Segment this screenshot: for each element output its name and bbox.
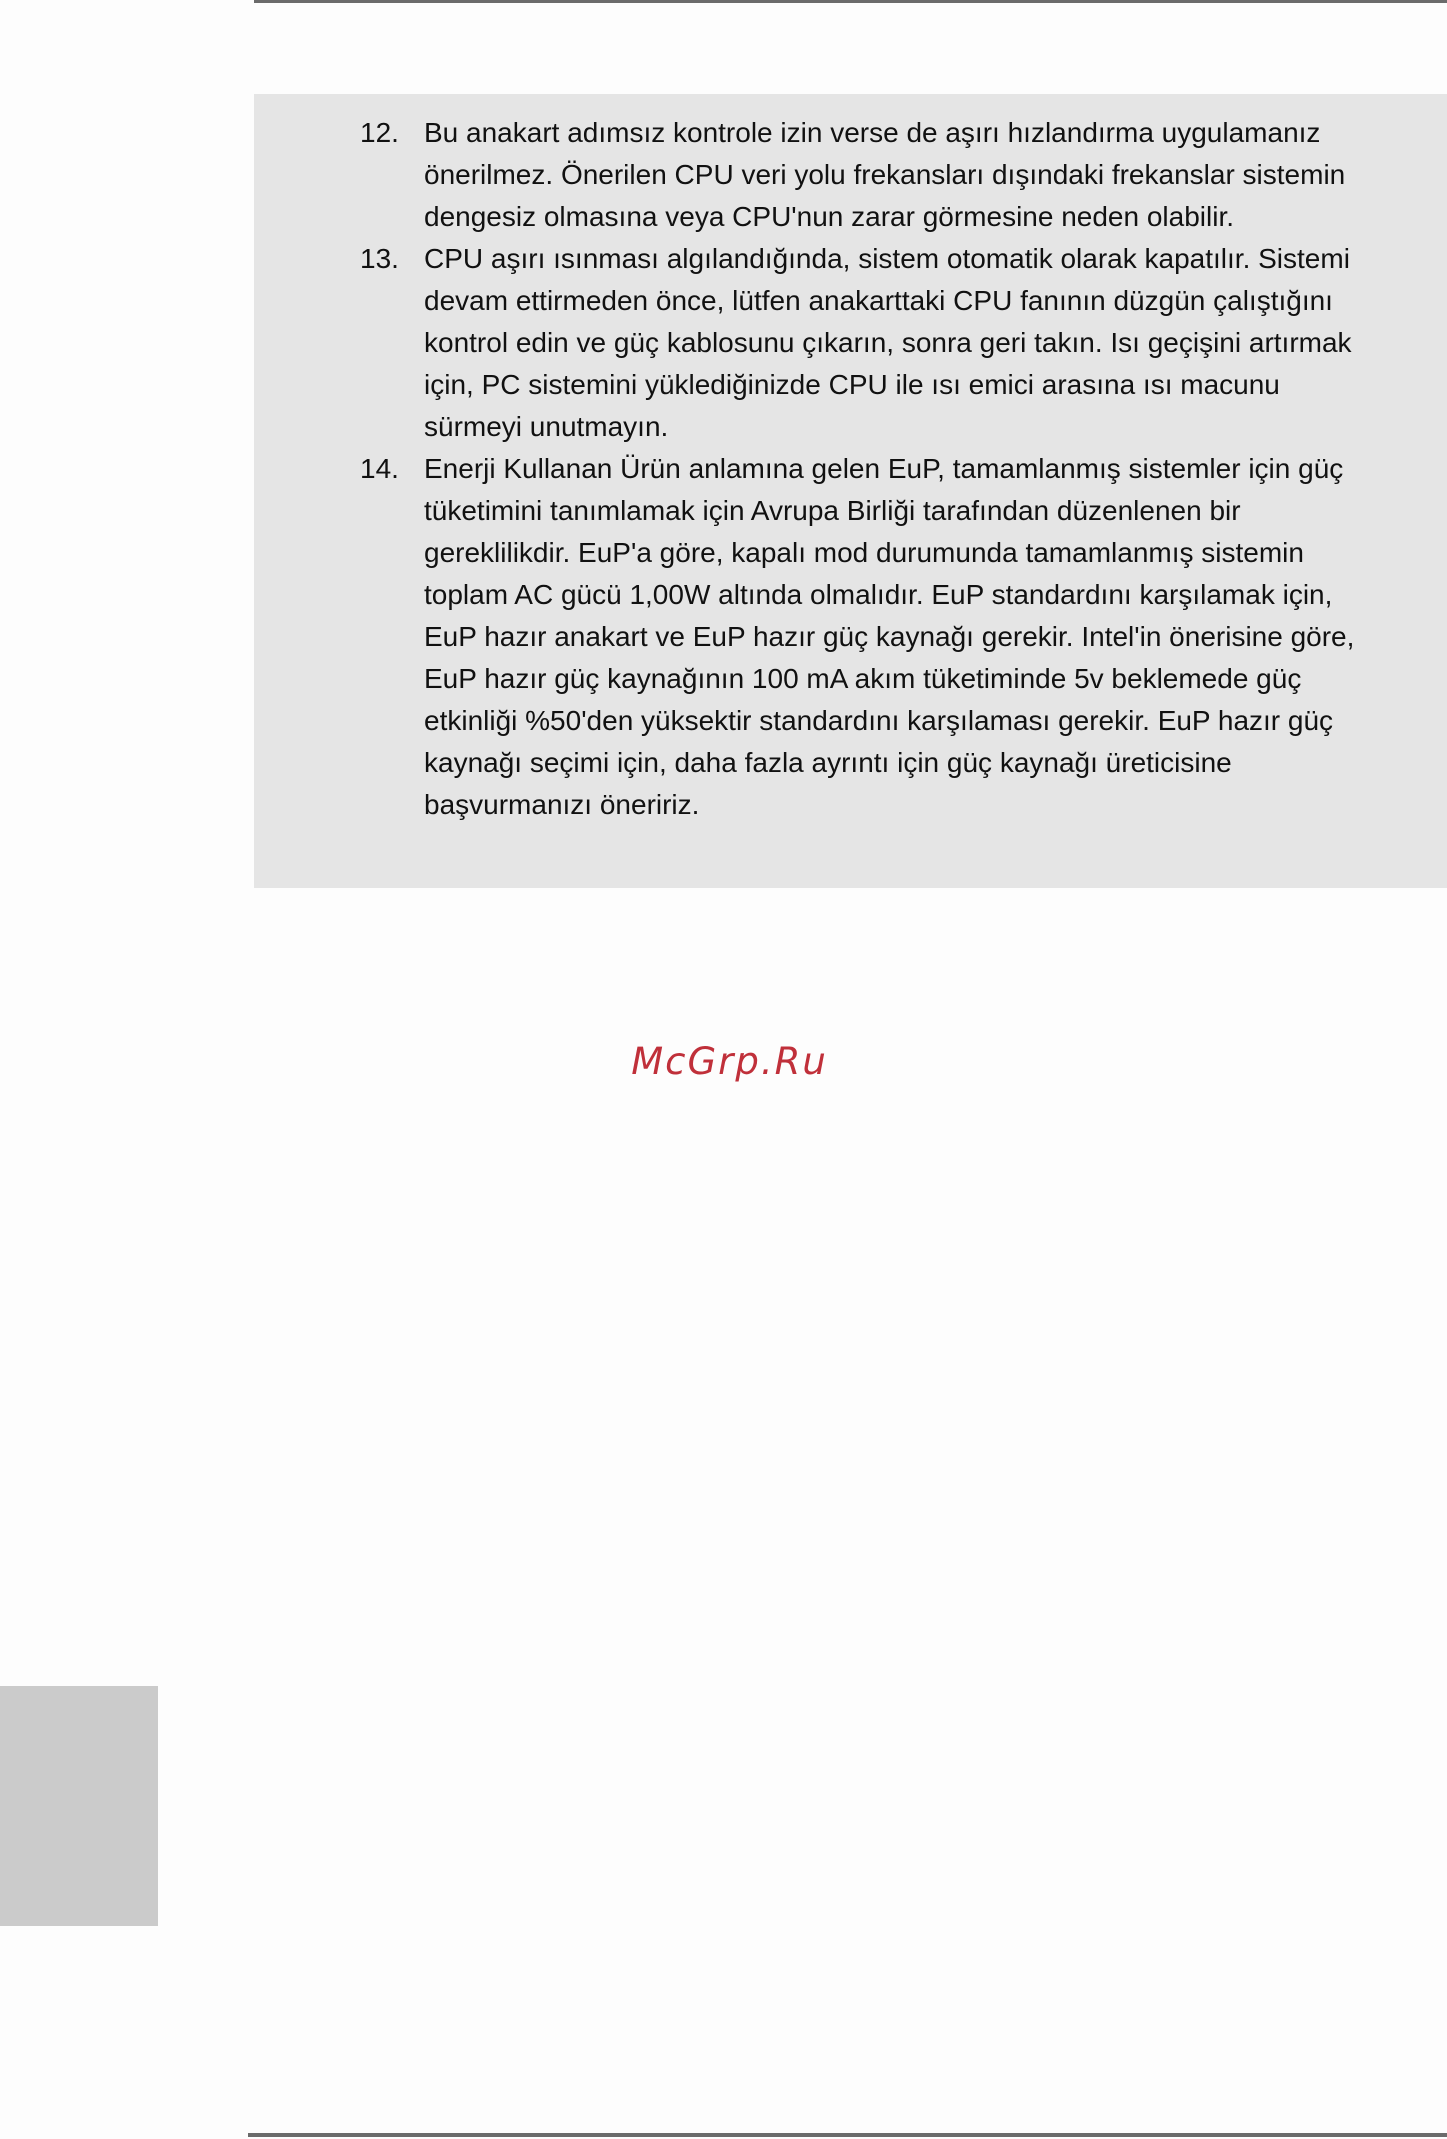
notes-list: [360, 112, 1360, 826]
note-item-12: [360, 112, 1360, 238]
note-item-14: [360, 448, 1360, 826]
note-item-13: [360, 238, 1360, 448]
note-text: Bu anakart adımsız kontrole izin verse de aşırı hızlandırma uygulamanız önerilmez. Önerilen CPU veri yolu frekansları dışındaki frekanslar sistemin dengesiz olmasına veya CPU'nun zarar görmesine neden olabilir.: [424, 117, 1346, 232]
bottom-rule: [248, 2133, 1447, 2137]
watermark-text: McGrp.Ru: [631, 1040, 828, 1083]
note-text: CPU aşırı ısınması algılandığında, sistem otomatik olarak kapatılır. Sistemi devam ettirmeden önce, lütfen anakarttaki CPU fanının düzgün çalıştığını kontrol edin ve güç kablosunu çıkarın, sonra geri takın. Isı geçişini artırmak için, PC sistemini yüklediğinizde CPU ile ısı emici arasına ısı macunu sürmeyi unutmayın.: [424, 243, 1352, 442]
side-tab: [0, 1686, 158, 1926]
note-number: 14.: [360, 453, 399, 484]
note-number: 13.: [360, 243, 399, 274]
note-text: Enerji Kullanan Ürün anlamına gelen EuP, tamamlanmış sistemler için güç tüketimini tanımlamak için Avrupa Birliği tarafından düzenlenen bir gereklilikdir. EuP'a göre, kapalı mod durumunda tamamlanmış sistemin toplam AC gücü 1,00W altında olmalıdır. EuP standardını karşılamak için, EuP hazır anakart ve EuP hazır güç kaynağı gerekir. Intel'in önerisine göre, EuP hazır güç kaynağının 100 mA akım tüketiminde 5v beklemede güç etkinliği %50'den yüksektir standardını karşılaması gerekir. EuP hazır güç kaynağı seçimi için, daha fazla ayrıntı için güç kaynağı üreticisine başvurmanızı öneririz.: [424, 453, 1355, 820]
top-rule: [254, 0, 1447, 3]
note-number: 12.: [360, 117, 399, 148]
